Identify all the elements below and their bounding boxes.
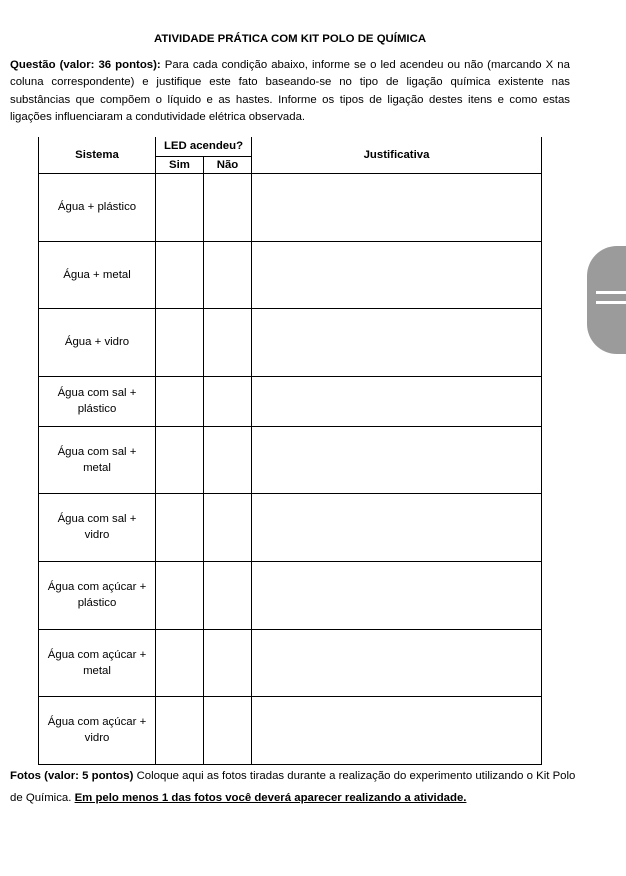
- photos-instructions: [10, 765, 580, 809]
- cell-sistema: Água com sal + metal: [39, 426, 156, 493]
- cell-justificativa[interactable]: [252, 629, 542, 696]
- cell-sim[interactable]: [156, 173, 204, 241]
- cell-sim[interactable]: [156, 426, 204, 493]
- table-row: [39, 376, 542, 426]
- cell-sistema: Água + plástico: [39, 173, 156, 241]
- header-sim: Sim: [156, 156, 204, 173]
- cell-nao[interactable]: [204, 308, 252, 376]
- cell-nao[interactable]: [204, 629, 252, 696]
- question-paragraph: [10, 57, 570, 126]
- photos-text: Coloque aqui as fotos tiradas durante a realização do experimento utilizando o Kit Polo de Química.: [10, 770, 576, 804]
- cell-sim[interactable]: [156, 561, 204, 629]
- table-row: [39, 629, 542, 696]
- cell-nao[interactable]: [204, 376, 252, 426]
- activity-table: [38, 137, 542, 765]
- cell-sistema: Água + vidro: [39, 308, 156, 376]
- table-row: [39, 173, 542, 241]
- table-row: [39, 241, 542, 308]
- photos-emphasis: Em pelo menos 1 das fotos você deverá aparecer realizando a atividade.: [74, 792, 467, 804]
- cell-sim[interactable]: [156, 308, 204, 376]
- cell-nao[interactable]: [204, 173, 252, 241]
- cell-justificativa[interactable]: [252, 376, 542, 426]
- cell-justificativa[interactable]: [252, 426, 542, 493]
- cell-justificativa[interactable]: [252, 493, 542, 561]
- menu-handle-icon: [596, 301, 626, 304]
- table-row: [39, 561, 542, 629]
- table-row: [39, 426, 542, 493]
- cell-sistema: Água com sal + vidro: [39, 493, 156, 561]
- cell-sistema: Água com açúcar + plástico: [39, 561, 156, 629]
- header-justificativa: Justificativa: [252, 137, 542, 173]
- cell-sistema: Água com sal + plástico: [39, 376, 156, 426]
- cell-sim[interactable]: [156, 629, 204, 696]
- cell-justificativa[interactable]: [252, 308, 542, 376]
- cell-justificativa[interactable]: [252, 173, 542, 241]
- question-label: Questão (valor: 36 pontos):: [10, 59, 161, 71]
- cell-sim[interactable]: [156, 493, 204, 561]
- table-row: [39, 493, 542, 561]
- page-title: ATIVIDADE PRÁTICA COM KIT POLO DE QUÍMICA: [153, 33, 427, 45]
- cell-sistema: Água + metal: [39, 241, 156, 308]
- side-panel-handle[interactable]: [587, 246, 626, 354]
- cell-nao[interactable]: [204, 241, 252, 308]
- menu-handle-icon: [596, 291, 626, 294]
- cell-sistema: Água com açúcar + metal: [39, 629, 156, 696]
- header-nao: Não: [204, 156, 252, 173]
- header-led: LED acendeu?: [156, 137, 252, 156]
- cell-justificativa[interactable]: [252, 241, 542, 308]
- question-text: Para cada condição abaixo, informe se o led acendeu ou não (marcando X na coluna correspondente) e justifique este fato baseando-se no tipo de ligação química existente nas substâncias que compõem o líquido e as hastes. Informe os tipos de ligação destes itens e como estas ligações influenciaram a condutividade elétrica observada.: [10, 59, 570, 123]
- cell-sim[interactable]: [156, 241, 204, 308]
- cell-nao[interactable]: [204, 561, 252, 629]
- photos-label: Fotos (valor: 5 pontos): [10, 770, 134, 782]
- cell-sistema: Água com açúcar + vidro: [39, 696, 156, 764]
- cell-sim[interactable]: [156, 376, 204, 426]
- table-row: [39, 308, 542, 376]
- header-sistema: Sistema: [39, 137, 156, 173]
- table-row: [39, 696, 542, 764]
- cell-nao[interactable]: [204, 696, 252, 764]
- cell-justificativa[interactable]: [252, 696, 542, 764]
- cell-nao[interactable]: [204, 426, 252, 493]
- cell-sim[interactable]: [156, 696, 204, 764]
- cell-nao[interactable]: [204, 493, 252, 561]
- cell-justificativa[interactable]: [252, 561, 542, 629]
